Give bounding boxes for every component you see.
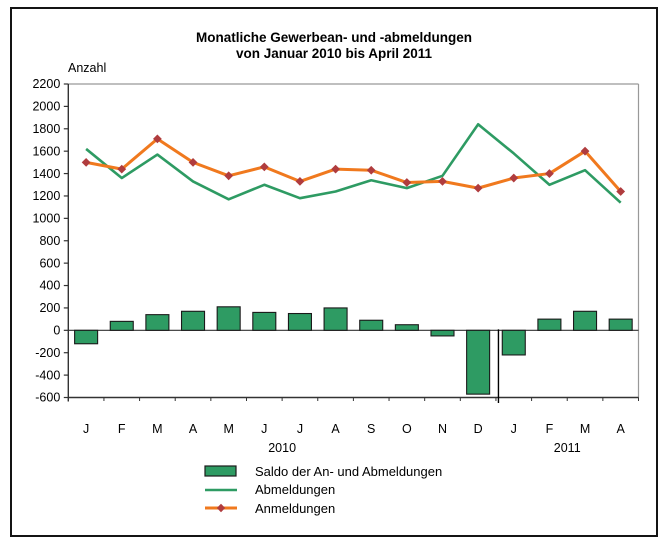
x-month-label: O	[401, 422, 412, 436]
saldo-bar	[502, 330, 525, 355]
abmeldungen-line	[86, 124, 621, 202]
anmeldungen-swatch-diamond	[217, 504, 225, 512]
chart-title-line1: Monatliche Gewerbean- und -abmeldungen	[195, 30, 473, 45]
y-tick-label: 2200	[32, 77, 61, 92]
y-tick-label: 1400	[32, 166, 61, 181]
saldo-bar	[217, 307, 240, 331]
y-axis-title: Anzahl	[68, 61, 107, 75]
anmeldungen-line	[86, 139, 621, 192]
green-line-swatch-icon	[204, 483, 238, 497]
y-tick-label: -400	[35, 368, 61, 383]
y-tick-label: 400	[39, 278, 61, 293]
legend-label-saldo: Saldo der An- und Abmeldungen	[255, 463, 443, 479]
anmeldungen-marker-diamond	[474, 184, 483, 193]
legend-item-anmeldungen	[204, 499, 442, 518]
y-tick-label: 2000	[32, 99, 61, 114]
legend-item-abmeldungen	[204, 481, 442, 500]
anmeldungen-marker-diamond	[224, 171, 233, 180]
saldo-bar	[538, 319, 561, 330]
y-tick-label: 1800	[32, 121, 61, 136]
saldo-bar	[253, 312, 276, 330]
saldo-bar	[75, 330, 98, 343]
y-tick-label: 200	[39, 301, 61, 316]
saldo-bar	[146, 315, 169, 331]
x-month-label: J	[296, 422, 304, 436]
legend-label-anmeldungen: Anmeldungen	[255, 500, 336, 516]
saldo-bar	[467, 330, 490, 394]
saldo-bar	[395, 325, 418, 331]
y-tick-label: 1200	[32, 189, 61, 204]
y-tick-label: 0	[53, 323, 61, 338]
legend-label-abmeldungen: Abmeldungen	[255, 482, 336, 498]
y-tick-label: 1600	[32, 144, 61, 159]
anmeldungen-marker-diamond	[509, 174, 518, 183]
orange-line-diamond-swatch-icon	[204, 501, 238, 515]
x-month-label: M	[152, 422, 163, 436]
x-month-label: J	[510, 422, 517, 436]
anmeldungen-marker-diamond	[331, 165, 340, 174]
x-month-label: A	[616, 422, 625, 436]
anmeldungen-marker-diamond	[402, 178, 411, 187]
x-month-label: N	[437, 422, 448, 436]
year-label: 2010	[268, 441, 297, 455]
anmeldungen-marker-diamond	[296, 177, 305, 186]
y-tick-label: 800	[39, 233, 61, 248]
x-month-label: A	[188, 422, 198, 436]
legend	[204, 462, 442, 518]
anmeldungen-marker-diamond	[82, 158, 91, 167]
legend-item-saldo	[204, 462, 442, 481]
saldo-bar	[324, 308, 347, 330]
chart-title-line2: von Januar 2010 bis April 2011	[235, 46, 433, 61]
saldo-bar	[182, 311, 205, 330]
x-month-label: F	[545, 422, 554, 436]
x-month-label: F	[117, 422, 126, 436]
x-month-label: D	[473, 422, 483, 436]
x-month-label: A	[331, 422, 340, 436]
x-month-label: M	[223, 422, 234, 436]
saldo-bar	[360, 320, 383, 330]
saldo-bar	[431, 330, 454, 336]
saldo-bar	[288, 314, 311, 331]
bar-swatch-icon	[204, 464, 238, 478]
x-month-label: J	[82, 422, 90, 436]
anmeldungen-marker-diamond	[260, 162, 269, 171]
y-tick-label: 600	[39, 256, 61, 271]
y-tick-label: -200	[35, 345, 61, 360]
y-tick-label: -600	[35, 390, 61, 405]
y-tick-label: 1000	[32, 211, 61, 226]
x-month-label: S	[367, 422, 376, 436]
saldo-bar	[609, 319, 632, 330]
saldo-bar	[574, 311, 597, 330]
saldo-bar	[110, 321, 133, 330]
anmeldungen-marker-diamond	[438, 177, 447, 186]
x-month-label: J	[261, 422, 268, 436]
x-month-label: M	[579, 422, 591, 436]
anmeldungen-marker-diamond	[367, 166, 376, 175]
year-label: 2011	[553, 441, 581, 455]
saldo-swatch-rect	[205, 466, 236, 476]
